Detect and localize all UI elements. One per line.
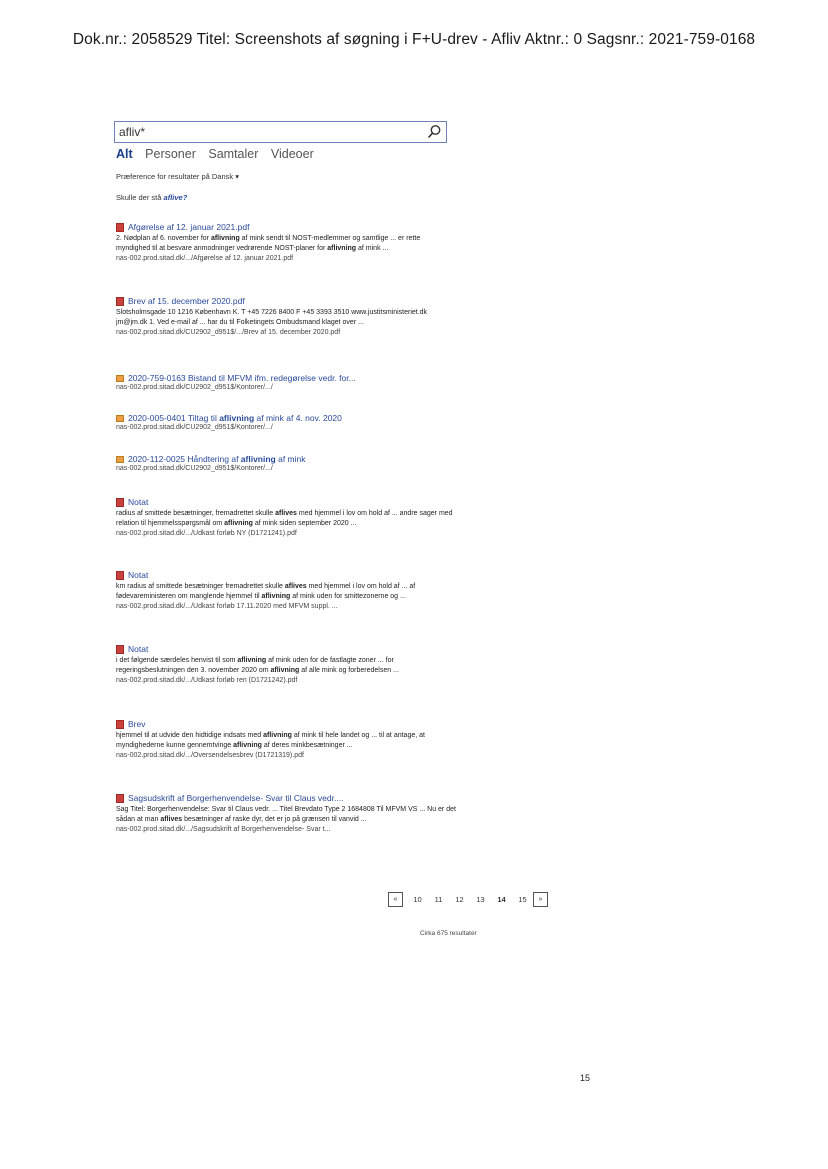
page-link-15[interactable]: 15 — [518, 894, 527, 904]
result-url: nas-002.prod.sitad.dk/CU2902_d951$/.../Brev af 15. december 2020.pdf — [116, 329, 341, 336]
result-snippet: km radius af smittede besætninger fremadrettet skulle aflives med hjemmel i lov om hold af ... af fødevareministeren om manglende hjemmel til aflivning af mink uden for smittezonerne og ... — [116, 583, 416, 600]
result-title-link[interactable] — [116, 373, 456, 383]
result-title-link[interactable] — [116, 793, 456, 803]
search-result — [116, 570, 456, 612]
search-result — [116, 719, 456, 761]
pagination — [388, 890, 548, 908]
result-title-link[interactable] — [116, 570, 456, 580]
result-title-link[interactable] — [116, 413, 456, 423]
search-result — [116, 454, 456, 474]
folder-icon — [116, 415, 124, 422]
result-title-link[interactable] — [116, 296, 456, 306]
pdf-file-icon — [116, 720, 124, 729]
search-result — [116, 373, 456, 393]
page-link-13[interactable]: 13 — [476, 894, 485, 904]
result-title[interactable]: Sagsudskrift af Borgerhenvendelse- Svar til Claus vedr.... — [128, 793, 344, 803]
result-title[interactable]: Notat — [128, 644, 149, 654]
result-url: nas-002.prod.sitad.dk/.../Udkast forløb NY (D1721241).pdf — [116, 530, 297, 537]
pdf-file-icon — [116, 571, 124, 580]
pdf-file-icon — [116, 297, 124, 306]
tab-samtaler[interactable]: Samtaler — [208, 147, 259, 161]
result-title-link[interactable] — [116, 222, 456, 232]
page-number: 15 — [580, 1073, 591, 1083]
result-snippet: Slotsholmsgade 10 1216 København K. T +45 7226 8400 F +45 3393 3510 www.justitsministeriet.dk jm@jm.dk 1. Ved e-mail af ... har du til Folketingets Ombudsmand klaget over ... — [116, 309, 428, 326]
result-url: nas-002.prod.sitad.dk/CU2902_d951$/Kontorer/.../ — [116, 465, 273, 472]
result-url: nas-002.prod.sitad.dk/CU2902_d951$/Kontorer/.../ — [116, 424, 273, 431]
search-result — [116, 222, 456, 264]
result-snippet: 2. Nødplan af 6. november for aflivning af mink sendt til NOST-medlemmer og samtlige ... er rette myndighed til at besvare anmodninger vedrørende NOST-planer for aflivning af mink ... — [116, 235, 421, 252]
page-link-11[interactable]: 11 — [434, 894, 443, 904]
folder-icon — [116, 375, 124, 382]
result-title[interactable]: 2020-759-0163 Bistand til MFVM ifm. redegørelse vedr. for... — [128, 373, 356, 383]
suggestion-prefix: Skulle der stå — [116, 193, 164, 202]
result-title-link[interactable] — [116, 644, 456, 654]
result-title[interactable]: Brev — [128, 719, 146, 729]
search-tabs — [116, 147, 323, 161]
suggestion-link[interactable]: aflive? — [163, 193, 188, 202]
result-snippet: i det følgende særdeles henvist til som aflivning af mink uden for de fastlagte zoner ... for regeringsbeslutningen den 3. november 2020 om aflivning af alle mink og forberedelsen ... — [116, 657, 399, 674]
spelling-suggestion — [116, 193, 187, 202]
language-preference[interactable]: Præference for resultater på Dansk ▾ — [116, 172, 239, 181]
pdf-file-icon — [116, 794, 124, 803]
result-title[interactable]: Brev af 15. december 2020.pdf — [128, 296, 245, 306]
result-url: nas-002.prod.sitad.dk/.../Afgørelse af 12. januar 2021.pdf — [116, 255, 294, 262]
previous-page-button[interactable]: « — [388, 892, 403, 907]
search-result — [116, 644, 456, 686]
search-result — [116, 793, 456, 835]
result-count: Cirka 675 resultater — [420, 930, 477, 937]
search-result — [116, 296, 456, 338]
result-url: nas-002.prod.sitad.dk/.../Sagsudskrift af Borgerhenvendelse- Svar t... — [116, 826, 331, 833]
search-result — [116, 413, 456, 433]
result-snippet: Sag Titel: Borgerhenvendelse: Svar til Claus vedr. ... Titel Brevdato Type 2 1684808 Til MFVM VS ... Nu er det sådan at man aflives besætninger af raske dyr, det er jo på grænsen til vanvid ... — [116, 806, 456, 823]
page-link-10[interactable]: 10 — [413, 894, 422, 904]
result-title[interactable]: 2020-005-0401 Tiltag til aflivning af mink af 4. nov. 2020 — [128, 413, 342, 423]
result-url: nas-002.prod.sitad.dk/.../Udkast forløb 17.11.2020 med MFVM suppl. ... — [116, 603, 338, 610]
pdf-file-icon — [116, 645, 124, 654]
result-url: nas-002.prod.sitad.dk/.../Oversendelsesbrev (D1721319).pdf — [116, 752, 304, 759]
result-title[interactable]: Afgørelse af 12. januar 2021.pdf — [128, 222, 250, 232]
result-title[interactable]: Notat — [128, 570, 149, 580]
result-url: nas-002.prod.sitad.dk/.../Udkast forløb ren (D1721242).pdf — [116, 677, 298, 684]
result-url: nas-002.prod.sitad.dk/CU2902_d951$/Kontorer/.../ — [116, 384, 273, 391]
pdf-file-icon — [116, 498, 124, 507]
result-snippet: radius af smittede besætninger, fremadrettet skulle aflives med hjemmel i lov om hold af ... andre sager med relation til hjemmelsspørgsmål om aflivning af mink siden september 2020 ... — [116, 510, 453, 527]
result-title[interactable]: Notat — [128, 497, 149, 507]
pdf-file-icon — [116, 223, 124, 232]
search-box[interactable] — [114, 121, 447, 143]
search-result — [116, 497, 456, 539]
search-icon[interactable] — [426, 124, 442, 140]
folder-icon — [116, 456, 124, 463]
result-title-link[interactable] — [116, 454, 456, 464]
tab-personer[interactable]: Personer — [145, 147, 196, 161]
next-page-button[interactable]: » — [533, 892, 548, 907]
result-title-link[interactable] — [116, 497, 456, 507]
tab-alt[interactable]: Alt — [116, 147, 133, 161]
search-input[interactable] — [119, 124, 419, 140]
page-link-14-current[interactable]: 14 — [497, 894, 506, 904]
document-header: Dok.nr.: 2058529 Titel: Screenshots af søgning i F+U-drev - Afliv Aktnr.: 0 Sagsnr.: 2021-759-0168 — [72, 31, 756, 48]
page-link-12[interactable]: 12 — [455, 894, 464, 904]
result-title-link[interactable] — [116, 719, 456, 729]
result-title[interactable]: 2020-112-0025 Håndtering af aflivning af mink — [128, 454, 306, 464]
result-snippet: hjemmel til at udvide den hidtidige indsats med aflivning af mink til hele landet og ... til at antage, at myndighederne kunne gennemtvinge aflivning af deres minkbesætninger ... — [116, 732, 425, 749]
tab-videoer[interactable]: Videoer — [270, 147, 314, 161]
